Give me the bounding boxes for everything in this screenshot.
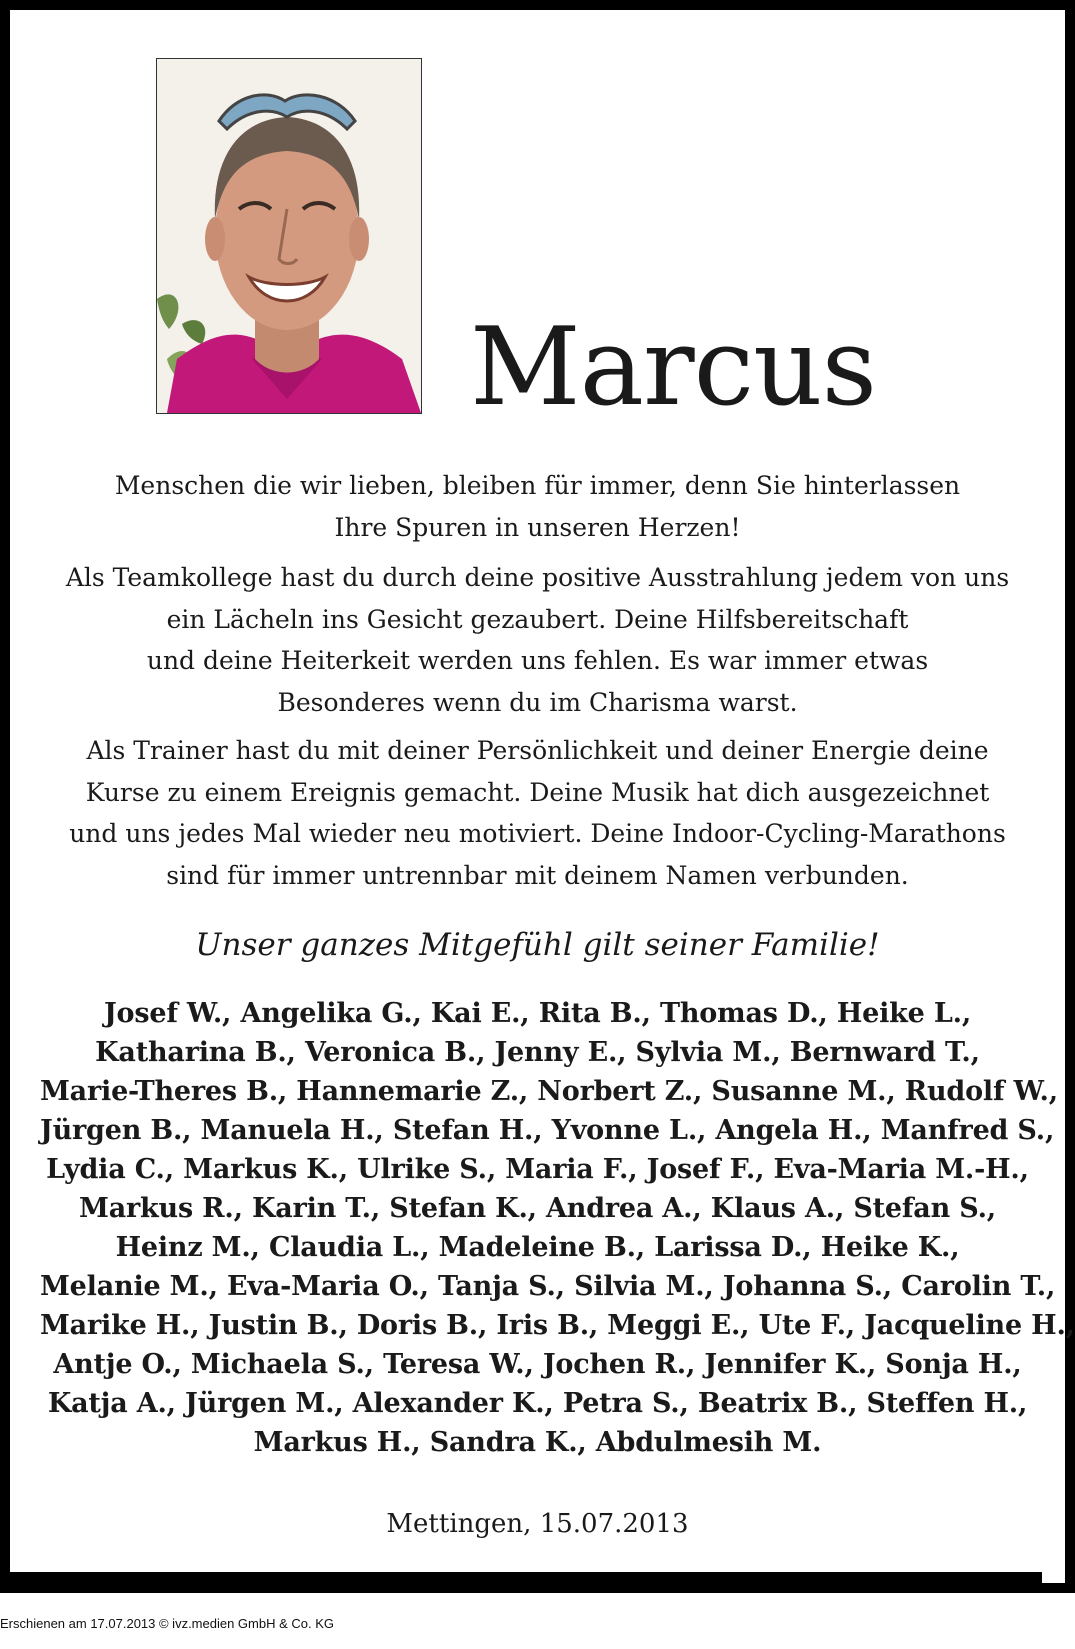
paragraph-line: und uns jedes Mal wieder neu motiviert. Deine Indoor-Cycling-Marathons [69, 819, 1006, 848]
paragraph-line: Besonderes wenn du im Charisma warst. [277, 687, 798, 717]
frame-divider [10, 1572, 1042, 1584]
paragraph-line: und deine Heiterkeit werden uns fehlen. Es war immer etwas [146, 646, 929, 675]
portrait-icon [157, 59, 421, 413]
signatories-line: Josef W., Angelika G., Kai E., Rita B., Thomas D., Heike L., [103, 998, 972, 1029]
paragraph-line: Als Teamkollege hast du durch deine positive Ausstrahlung jedem von uns [65, 563, 1010, 592]
signatories-line: Antje O., Michaela S., Teresa W., Jochen R., Jennifer K., Sonja H., [53, 1349, 1022, 1380]
paragraph-line: Ihre Spuren in unseren Herzen! [334, 512, 741, 542]
signatories-list [40, 994, 1075, 1462]
signatories-line: Marie-Theres B., Hannemarie Z., Norbert Z., Susanne M., Rudolf W., [40, 1076, 1058, 1107]
memorial-paragraph-2 [40, 557, 1035, 723]
publication-footer: Erschienen am 17.07.2013 © ivz.medien GmbH & Co. KG [0, 1616, 335, 1631]
place-and-date: Mettingen, 15.07.2013 [386, 1509, 689, 1539]
signatories-line: Heinz M., Claudia L., Madeleine B., Larissa D., Heike K., [115, 1232, 960, 1263]
memorial-paragraph-1 [40, 465, 1035, 548]
paragraph-line: ein Lächeln ins Gesicht gezaubert. Deine Hilfsbereitschaft [166, 604, 909, 634]
signatories-line: Lydia C., Markus K., Ulrike S., Maria F., Josef F., Eva-Maria M.-H., [46, 1154, 1029, 1185]
memorial-paragraph-3 [40, 730, 1035, 896]
signatories-line: Markus H., Sandra K., Abdulmesih M. [253, 1427, 822, 1458]
paragraph-line: Als Trainer hast du mit deiner Persönlichkeit und deiner Energie deine [86, 736, 989, 765]
deceased-name: Marcus [470, 305, 877, 430]
condolence-tagline: Unser ganzes Mitgefühl gilt seiner Familie! [195, 927, 880, 963]
paragraph-line: Kurse zu einem Ereignis gemacht. Deine Musik hat dich ausgezeichnet [85, 777, 990, 807]
signatories-line: Katharina B., Veronica B., Jenny E., Sylvia M., Bernward T., [95, 1037, 980, 1068]
paragraph-line: sind für immer untrennbar mit deinem Namen verbunden. [166, 860, 909, 890]
signatories-line: Marike H., Justin B., Doris B., Iris B., Meggi E., Ute F., Jacqueline H., [40, 1310, 1075, 1341]
portrait-photo [156, 58, 422, 414]
signatories-line: Katja A., Jürgen M., Alexander K., Petra S., Beatrix B., Steffen H., [47, 1388, 1028, 1419]
paragraph-line: Menschen die wir lieben, bleiben für immer, denn Sie hinterlassen [114, 471, 961, 500]
signatories-line: Markus R., Karin T., Stefan K., Andrea A., Klaus A., Stefan S., [79, 1193, 996, 1224]
signatories-line: Jürgen B., Manuela H., Stefan H., Yvonne L., Angela H., Manfred S., [40, 1115, 1055, 1146]
signatories-line: Melanie M., Eva-Maria O., Tanja S., Silvia M., Johanna S., Carolin T., [40, 1271, 1056, 1302]
